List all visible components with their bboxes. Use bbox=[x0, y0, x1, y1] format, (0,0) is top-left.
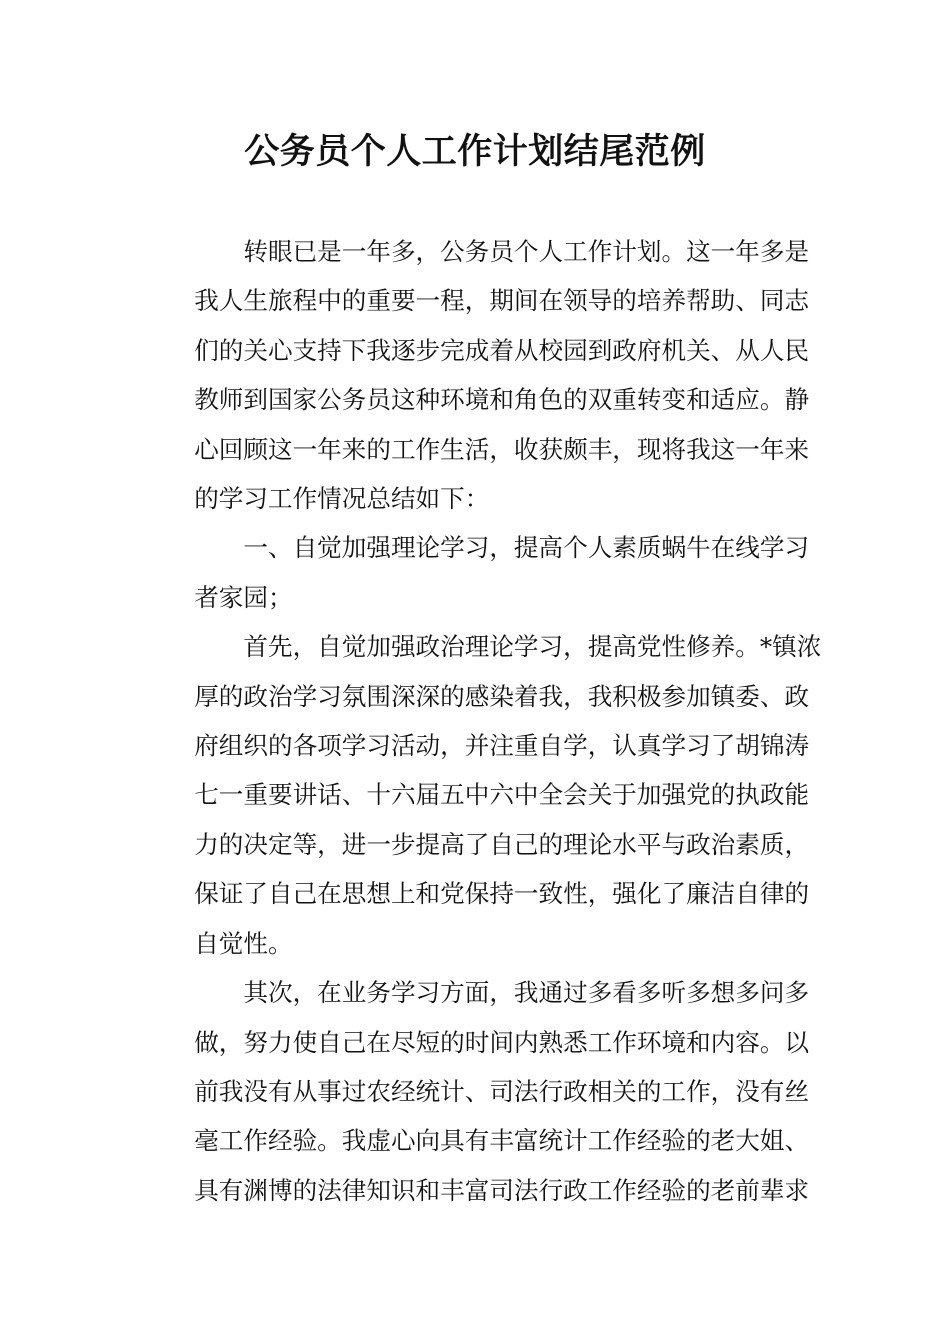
paragraph-line: 府组织的各项学习活动，并注重自学，认真学习了胡锦涛 bbox=[194, 731, 810, 761]
paragraph-line: 一、自觉加强理论学习，提高个人素质蜗牛在线学习 bbox=[243, 533, 810, 563]
document-title: 公务员个人工作计划结尾范例 bbox=[244, 132, 706, 172]
paragraph-line: 教师到国家公务员这种环境和角色的双重转变和适应。静 bbox=[194, 385, 810, 415]
paragraph-line: 心回顾这一年来的工作生活，收获颇丰，现将我这一年来 bbox=[194, 434, 810, 464]
paragraph-business-study bbox=[145, 968, 809, 1215]
section-heading-1 bbox=[145, 523, 809, 622]
paragraph-line: 转眼已是一年多，公务员个人工作计划。这一年多是 bbox=[243, 237, 810, 266]
paragraph-line: 厚的政治学习氛围深深的感染着我，我积极参加镇委、政 bbox=[194, 681, 810, 711]
paragraph-line: 者家园； bbox=[194, 582, 293, 612]
paragraph-line: 力的决定等，进一步提高了自己的理论水平与政治素质， bbox=[194, 829, 810, 859]
paragraph-intro bbox=[145, 227, 809, 523]
paragraph-line: 前我没有从事过农经统计、司法行政相关的工作，没有丝 bbox=[194, 1076, 810, 1106]
paragraph-line: 做，努力使自己在尽短的时间内熟悉工作环境和内容。以 bbox=[194, 1027, 810, 1057]
paragraph-line: 我人生旅程中的重要一程，期间在领导的培养帮助、同志 bbox=[194, 286, 810, 316]
paragraph-line: 的学习工作情况总结如下： bbox=[194, 484, 490, 514]
paragraph-line: 首先，自觉加强政治理论学习，提高党性修养。*镇浓 bbox=[243, 632, 822, 662]
paragraph-line: 其次，在业务学习方面，我通过多看多听多想多问多 bbox=[243, 978, 810, 1008]
paragraph-line: 保证了自己在思想上和党保持一致性，强化了廉洁自律的 bbox=[194, 879, 810, 909]
paragraph-line: 七一重要讲话、十六届五中六中全会关于加强党的执政能 bbox=[194, 780, 810, 810]
paragraph-line: 们的关心支持下我逐步完成着从校园到政府机关、从人民 bbox=[194, 335, 810, 365]
paragraph-line: 具有渊博的法律知识和丰富司法行政工作经验的老前辈求 bbox=[194, 1175, 810, 1205]
paragraph-line: 自觉性。 bbox=[194, 928, 293, 958]
paragraph-political-study bbox=[145, 622, 822, 968]
document-body bbox=[145, 227, 822, 1215]
paragraph-line: 毫工作经验。我虚心向具有丰富统计工作经验的老大姐、 bbox=[194, 1126, 810, 1156]
